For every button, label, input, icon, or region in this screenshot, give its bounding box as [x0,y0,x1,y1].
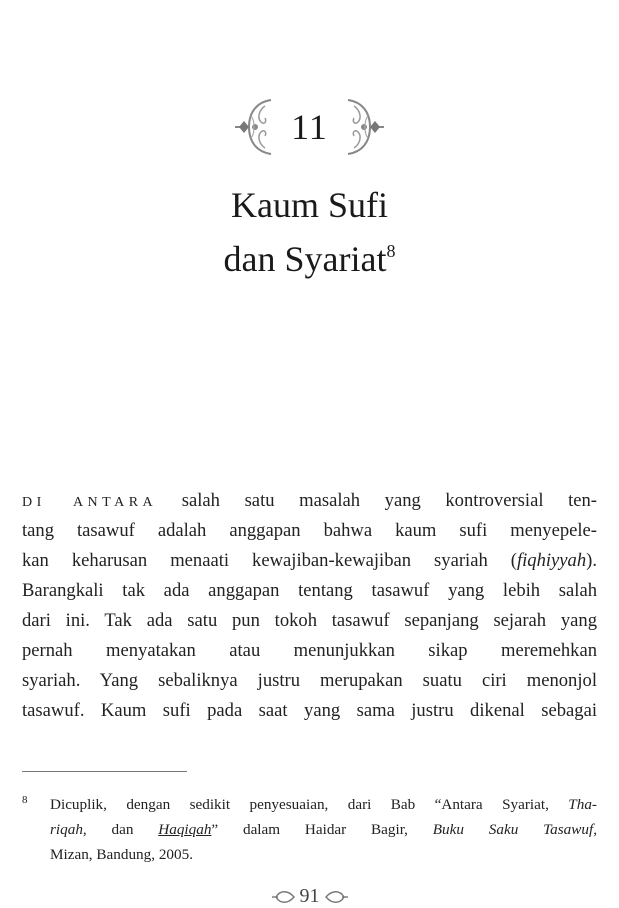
footnote-line-1 [50,792,597,817]
right-floral-ornament-icon [340,96,388,158]
chapter-title-line-1: Kaum Sufi [231,185,388,225]
body-line-5: dari ini. Tak ada satu pun tokoh tasawuf sepanjang sejarah yang [22,610,597,631]
chapter-number: 11 [291,107,328,147]
page-number-text: 91 [299,885,320,907]
page-number-right-ornament-icon [324,888,350,906]
body-line-3-text: kan keharusan menaati kewajiban-kewajiban syariah ( [22,550,517,571]
body-line-2: tang tasawuf adalah anggapan bahwa kaum sufi menyepele- [22,520,597,541]
body-line-3-end: ). [586,550,597,571]
body-line-1 [22,486,597,516]
footnote-italic-haqiqah: Haqiqah [158,821,212,838]
footnote-italic-thariqah-end: riqah [50,821,83,838]
footnote-line-1-text: Dicuplik, dengan sedikit penyesuaian, dari Bab “Antara Syariat, [50,796,569,813]
footnote-mark: 8 [22,794,28,806]
chapter-title [0,178,619,286]
left-floral-ornament-icon [231,96,279,158]
footnote-text [50,792,597,867]
footnote-comma: , [593,821,597,838]
footnote-divider [22,771,187,772]
body-line-6: pernah menyatakan atau menunjukkan sikap meremehkan [22,640,597,661]
body-line-3 [22,546,597,576]
opening-smallcaps: DI ANTARA [22,495,158,510]
page-number-left-ornament-icon [270,888,296,906]
chapter-heading-ornament [0,96,619,158]
body-line-8: tasawuf. Kaum sufi pada saat yang sama justru dikenal sebagai [22,700,597,721]
body-line-4: Barangkali tak ada anggapan tentang tasawuf yang lebih salah [22,580,597,601]
footnote-and: , dan [82,821,159,838]
footnote-line-3: Mizan, Bandung, 2005. [50,846,193,863]
footnote-author: ” dalam Haidar Bagir, [211,821,433,838]
body-paragraph [22,486,597,726]
chapter-title-line-2 [0,232,619,286]
body-line-1-text: salah satu masalah yang kontroversial ten- [157,490,597,511]
footnote-line-2 [50,817,597,842]
italic-term-fiqhiyyah: fiqhiyyah [516,550,587,571]
body-line-7: syariah. Yang sebaliknya justru merupakan suatu ciri menonjol [22,670,597,691]
footnote-italic-thariqah-start: Tha- [568,796,597,813]
chapter-title-line-2-text: dan Syariat [223,239,387,279]
page-number [0,885,619,908]
footnote-book-title: Buku Saku Tasawuf [432,821,594,838]
title-footnote-reference[interactable]: 8 [386,241,396,261]
